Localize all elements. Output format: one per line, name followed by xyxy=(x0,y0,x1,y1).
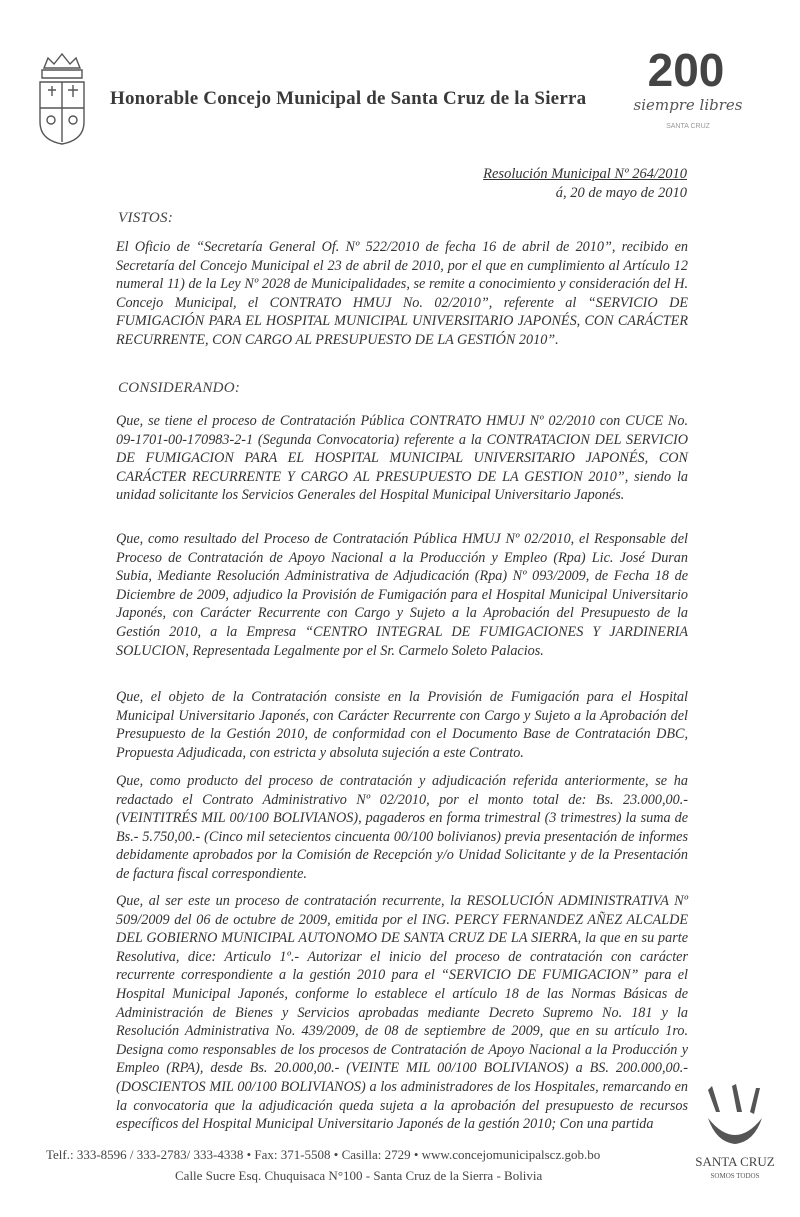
paragraph-considerando-2: Que, como resultado del Proceso de Contratación Pública HMUJ Nº 02/2010, el Responsable del Proceso de Contratación de Apoyo Nacional a la Producción y Empleo (Rpa) Lic. José Duran Subia, Mediante Resolución Administrativa de Adjudicación (Rpa) Nº 093/2009, de Fecha 18 de Diciembre de 2009, adjudico la Provisión de Fumigación para el Hospital Municipal Universitario Japonés, con Carácter Recurrente con Cargo y Sujeto a la Aprobación del Presupuesto de la Gestión 2010, a la Empresa “CENTRO INTEGRAL DE FUMIGACIONES Y JARDINERIA SOLUCION, Representada Legalmente por el Sr. Carmelo Soleto Palacios. xyxy=(116,531,688,659)
paragraph-considerando-1: Que, se tiene el proceso de Contratación Pública CONTRATO HMUJ Nº 02/2010 con CUCE No. 09-1701-00-170983-2-1 (Segunda Convocatoria) referente a la CONTRATACION DEL SERVICIO DE FUMIGACION PARA EL HOSPITAL MUNICIPAL UNIVERSITARIO JAPONÉS, CON CARÁCTER RECURRENTE Y CARGO AL PRESUPUESTO DE LA GESTION 2010”, siendo la unidad solicitante los Servicios Generales del Hospital Municipal Universitario Japonés. xyxy=(116,413,688,504)
municipal-crest-icon xyxy=(34,50,90,146)
bicentenary-number: 200 xyxy=(647,44,725,96)
paragraph-considerando-4: Que, como producto del proceso de contratación y adjudicación referida anteriormente, se ha redactado el Contrato Administrativo Nº 02/2010, por el monto total de: Bs. 23.000,00.- (VEINTITRÉS MIL 00/100 BOLIVIANOS), pagaderos en forma trimestral (3 trimestres) la suma de Bs.- 5.750,00.- (Cinco mil setecientos cincuenta 00/100 bolivianos) previa presentación de informes debidamente aprobados por la Comisión de Recepción y/o Unidad Solicitante y de la Presentación de factura fiscal correspondiente. xyxy=(116,773,688,882)
vistos-heading: VISTOS: xyxy=(118,210,174,226)
bicentenary-script: siempre libres xyxy=(633,96,743,114)
paragraph-considerando-5: Que, al ser este un proceso de contratación recurrente, la RESOLUCIÓN ADMINISTRATIVA Nº 509/2009 del 06 de octubre de 2009, emitida por el ING. PERCY FERNANDEZ AÑEZ ALCALDE DEL GOBIERNO MUNICIPAL AUTONOMO DE SANTA CRUZ DE LA SIERRA, la que en su parte Resolutiva, dice: Articulo 1º.- Autorizar el inicio del proceso de contratación con carácter recurrente correspondiente a la gestión 2010 para el “SERVICIO DE FUMIGACION” para el Hospital Municipal Japonés, conforme lo establece el artículo 18 de las Normas Básicas de Administración de Bienes y Servicios aprobadas mediante Decreto Supremo No. 181 y la Resolución Administrativa No. 439/2009, de 08 de septiembre de 2009, que en su artículo 1ro. Designa como responsables de los procesos de Contratación de Apoyo Nacional a la Producción y Empleo (RPA), desde Bs. 20.000,00.- (VEINTE MIL 00/100 BOLIVIANOS) a BS. 200.000,00.- (DOSCIENTOS MIL 00/100 BOLIVIANOS) a los administradores de los Hospitales, remarcando en la convocatoria que la adjudicación queda sujeta a la aprobación del presupuesto de recursos específicos del Hospital Municipal Universitario Japonés de la gestión 2010; Con una partida xyxy=(116,893,688,1133)
santa-cruz-logo xyxy=(690,1082,780,1182)
resolution-title: Resolución Municipal Nº 264/2010 xyxy=(483,166,687,182)
footer-address: Calle Sucre Esq. Chuquisaca N°100 - Santa Cruz de la Sierra - Bolivia xyxy=(175,1168,543,1183)
paragraph-vistos: El Oficio de “Secretaría General Of. Nº 522/2010 de fecha 16 de abril de 2010”, recibido en Secretaría del Concejo Municipal el 23 de abril de 2010, por el que en cumplimiento al Artículo 12 numeral 11) de la Ley Nº 2028 de Municipalidades, se remite a conocimiento y consideración del H. Concejo Municipal, el CONTRATO HMUJ No. 02/2010”, referente al “SERVICIO DE FUMIGACIÓN PARA EL HOSPITAL MUNICIPAL UNIVERSITARIO JAPONÉS, CON CARÁCTER RECURRENTE, CON CARGO AL PRESUPUESTO DE LA GESTIÓN 2010”. xyxy=(116,239,688,348)
bicentenary-tag: SANTA CRUZ xyxy=(666,123,710,130)
bicentenary-logo xyxy=(616,44,756,134)
organization-title: Honorable Concejo Municipal de Santa Cruz de la Sierra xyxy=(110,88,587,109)
considerando-heading: CONSIDERANDO: xyxy=(118,380,241,396)
resolution-date: á, 20 de mayo de 2010 xyxy=(555,185,687,201)
logo-tagline: SOMOS TODOS xyxy=(710,1172,760,1180)
footer-contact: Telf.: 333-8596 / 333-2783/ 333-4338 • Fax: 371-5508 • Casilla: 2729 • www.concejomunicipalscz.gob.bo xyxy=(46,1147,601,1162)
resolution-header xyxy=(483,166,687,202)
logo-text: SANTA CRUZ xyxy=(695,1154,775,1169)
paragraph-considerando-3: Que, el objeto de la Contratación consiste en la Provisión de Fumigación para el Hospital Municipal Universitario Japonés, con Carácter Recurrente con Cargo y Sujeto a la Aprobación del Presupuesto de la Gestión 2010, de conformidad con el Documento Base de Contratación DBC, Propuesta Adjudicada, con estricta y absoluta sujeción a este Contrato. xyxy=(116,689,688,761)
